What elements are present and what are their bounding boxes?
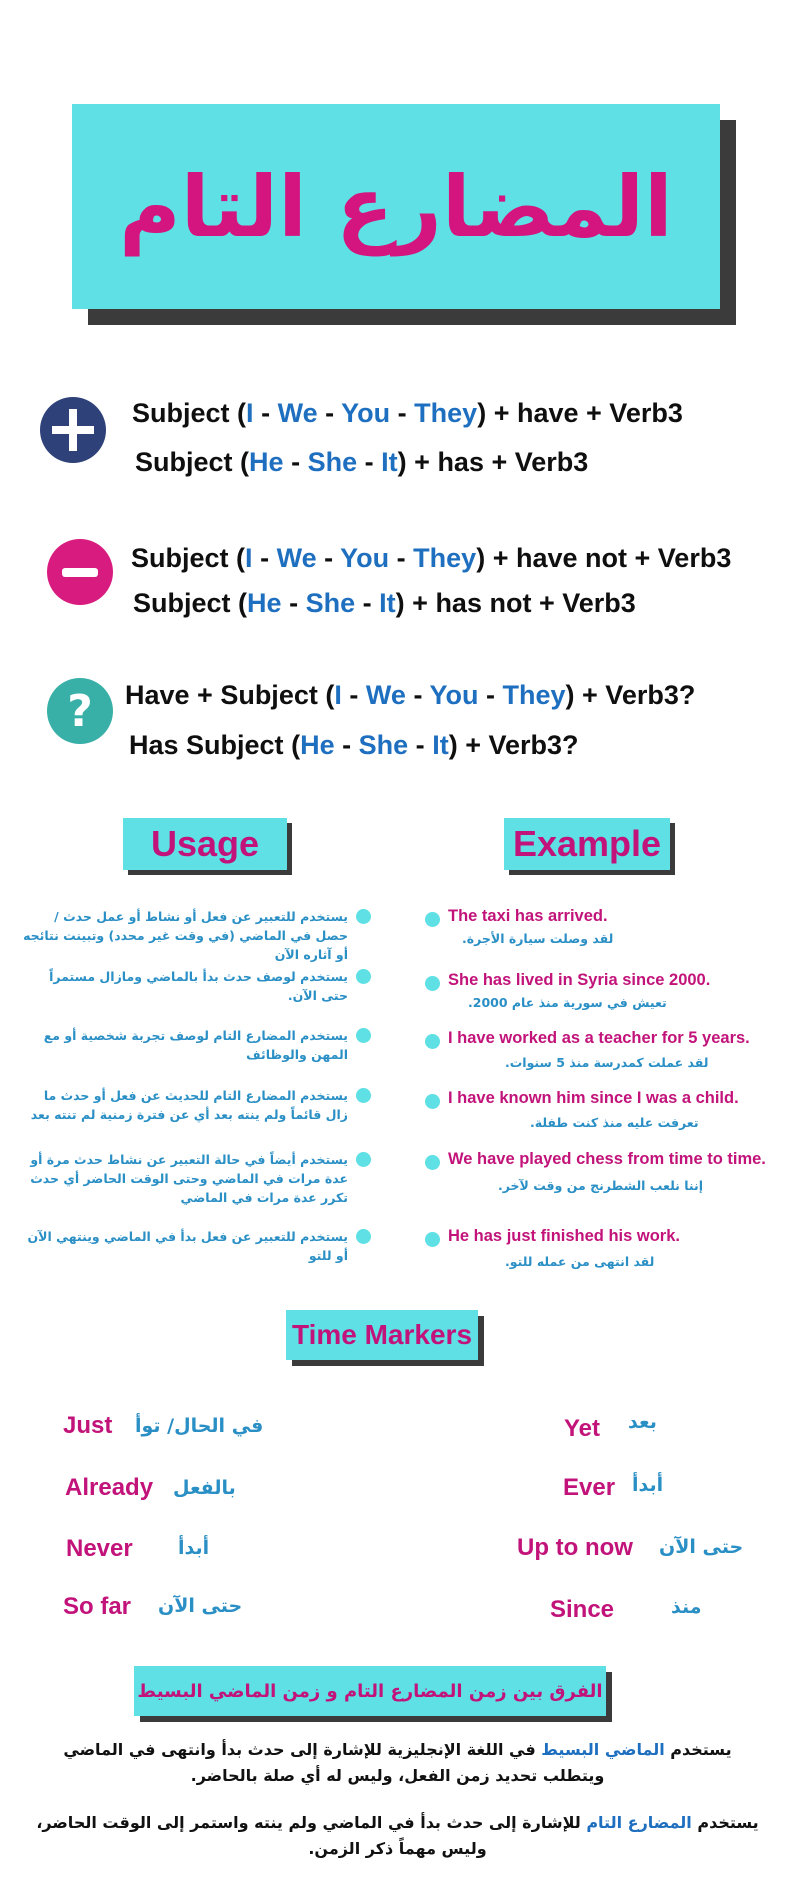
bullet-dot <box>356 1028 371 1043</box>
time-marker-term: Never <box>66 1535 133 1562</box>
difference-paragraph-2: يستخدم المضارع التام للإشارة إلى حدث بدأ في الماضي ولم ينته واستمر إلى الوقت الحاضر، وليس مهماً ذكر الزمن. <box>36 1813 759 1858</box>
example-sentence: I have known him since I was a child. <box>448 1089 739 1107</box>
usage-item <box>18 1026 371 1064</box>
time-marker-meaning: منذ <box>671 1596 702 1618</box>
time-marker-term: Up to now <box>517 1534 633 1561</box>
time-marker-meaning: في الحال/ توأ <box>135 1415 264 1437</box>
usage-item <box>18 1150 371 1207</box>
positive-formula-2: Subject (He - She - It) + has + Verb3 <box>135 447 589 477</box>
bullet-dot <box>425 976 440 991</box>
bullet-dot <box>425 1094 440 1109</box>
bullet-dot <box>425 1232 440 1247</box>
question-formula-1: Have + Subject (I - We - You - They) + Verb3? <box>125 680 696 710</box>
time-marker-meaning: بالفعل <box>173 1477 236 1499</box>
minus-icon <box>47 539 113 605</box>
usage-item <box>18 907 371 964</box>
negative-formula-1: Subject (I - We - You - They) + have not + Verb3 <box>131 543 732 573</box>
time-marker-term: Ever <box>563 1474 616 1501</box>
usage-text: يستخدم للتعبير عن فعل بدأ في الماضي وينتهي الآن أو للتو <box>27 1229 348 1263</box>
question-formula-2: Has Subject (He - She - It) + Verb3? <box>129 730 579 760</box>
page-title: المضارع التام <box>119 157 673 256</box>
example-label: Example <box>504 818 670 870</box>
negative-formula-2: Subject (He - She - It) + has not + Verb3 <box>133 588 636 618</box>
usage-item <box>18 967 371 1005</box>
example-translation: تعرفت عليه منذ كنت طفلة. <box>530 1115 699 1130</box>
usage-text: يستخدم لوصف حدث بدأ بالماضي ومازال مستمراً حتى الآن. <box>49 969 348 1003</box>
bullet-dot <box>356 909 371 924</box>
example-sentence: We have played chess from time to time. <box>448 1150 766 1168</box>
example-sentence: He has just finished his work. <box>448 1227 680 1245</box>
time-markers-label: Time Markers <box>286 1310 478 1360</box>
example-sentence: The taxi has arrived. <box>448 907 608 925</box>
example-translation: لقد عملت كمدرسة منذ 5 سنوات. <box>505 1055 709 1070</box>
positive-formula-1: Subject (I - We - You - They) + have + Verb3 <box>132 398 683 428</box>
difference-paragraph-1: يستخدم الماضي البسيط في اللغة الإنجليزية للإشارة إلى حدث بدأ وانتهى في الماضي ويتطلب تحديد زمن الفعل، وليس له أي صلة بالحاضر. <box>63 1740 732 1785</box>
bullet-dot <box>356 1088 371 1103</box>
usage-text: يستخدم أيضاً في حالة التعبير عن نشاط حدث مرة أو عدة مرات في الماضي وحتى الوقت الحاضر أي حدث تكرر عدة مرات في الماضي <box>30 1152 348 1205</box>
difference-label: الفرق بين زمن المضارع التام و زمن الماضي البسيط <box>134 1666 606 1716</box>
bullet-dot <box>356 1229 371 1244</box>
time-marker-term: Already <box>65 1474 154 1501</box>
usage-item <box>18 1227 371 1265</box>
bullet-dot <box>425 1155 440 1170</box>
bullet-dot <box>425 912 440 927</box>
bullet-dot <box>356 1152 371 1167</box>
example-sentence: I have worked as a teacher for 5 years. <box>448 1029 750 1047</box>
example-translation: تعيش في سورية منذ عام 2000. <box>468 995 667 1010</box>
usage-text: يستخدم المضارع التام للحديث عن فعل أو حدث ما زال قائماً ولم ينته بعد أي عن فترة زمنية لم تنته بعد <box>30 1088 348 1122</box>
time-marker-meaning: حتى الآن <box>659 1536 744 1558</box>
time-marker-meaning: أبدأ <box>632 1474 664 1496</box>
usage-text: يستخدم المضارع التام لوصف تجربة شخصية أو مع المهن والوظائف <box>43 1028 348 1062</box>
example-translation: لقد انتهى من عمله للتو. <box>505 1254 655 1269</box>
time-marker-term: Just <box>63 1412 113 1439</box>
time-marker-term: Since <box>550 1596 615 1623</box>
bullet-dot <box>425 1034 440 1049</box>
time-marker-term: So far <box>63 1593 132 1620</box>
plus-icon <box>40 397 106 463</box>
example-translation: إننا نلعب الشطرنج من وقت لآخر. <box>498 1178 703 1193</box>
usage-label: Usage <box>123 818 287 870</box>
time-marker-meaning: حتى الآن <box>158 1595 243 1617</box>
usage-text: يستخدم للتعبير عن فعل أو نشاط أو عمل حدث / حصل في الماضي (في وقت غير محدد) وتبينت نتائجه أو آثاره الآن <box>23 909 348 962</box>
usage-item <box>18 1086 371 1124</box>
example-translation: لقد وصلت سيارة الأجرة. <box>462 931 614 946</box>
example-sentence: She has lived in Syria since 2000. <box>448 971 711 989</box>
time-marker-meaning: بعد <box>628 1411 657 1433</box>
time-marker-term: Yet <box>564 1415 601 1442</box>
time-marker-meaning: أبدأ <box>178 1537 210 1559</box>
title-banner <box>72 104 720 309</box>
bullet-dot <box>356 969 371 984</box>
question-icon: ? <box>47 678 113 744</box>
